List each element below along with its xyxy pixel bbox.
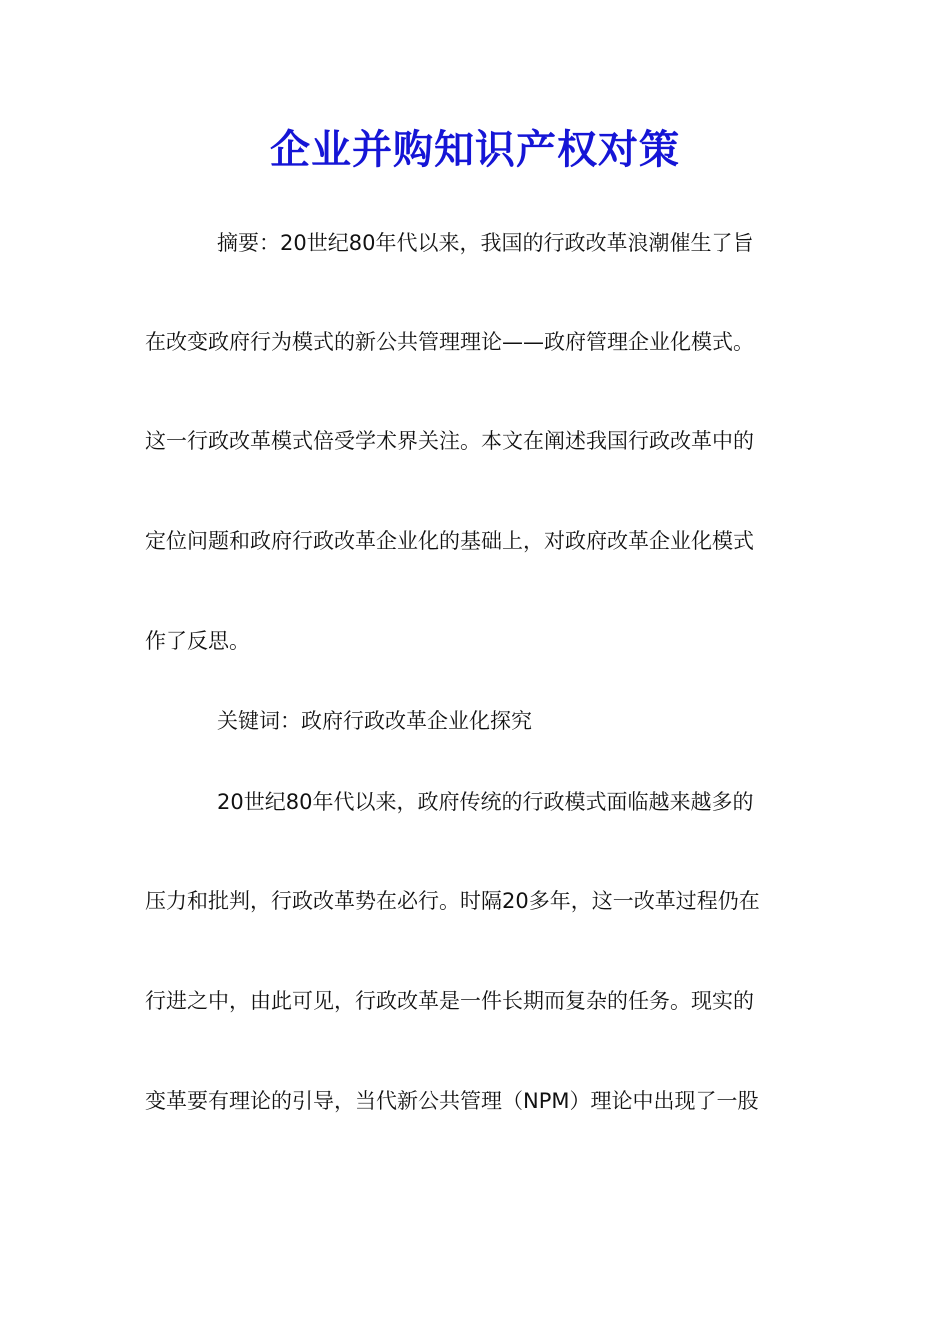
body-line-2: 压力和批判，行政改革势在必行。时隔20多年，这一改革过程仍在 (145, 889, 760, 913)
abstract-line-5: 作了反思。 (145, 629, 250, 653)
abstract-line-3: 这一行政改革模式倍受学术界关注。本文在阐述我国行政改革中的 (145, 429, 754, 453)
abstract-line-4: 定位问题和政府行政改革企业化的基础上，对政府改革企业化模式 (145, 529, 754, 553)
body-line-3: 行进之中，由此可见，行政改革是一件长期而复杂的任务。现实的 (145, 989, 754, 1013)
keywords-line: 关键词：政府行政改革企业化探究 (217, 709, 532, 733)
abstract-line-1: 摘要：20世纪80年代以来，我国的行政改革浪潮催生了旨 (217, 231, 754, 255)
document-title: 企业并购知识产权对策 (270, 126, 680, 173)
body-line-4: 变革要有理论的引导，当代新公共管理（NPM）理论中出现了一股 (145, 1089, 759, 1113)
abstract-line-2: 在改变政府行为模式的新公共管理理论——政府管理企业化模式。 (145, 330, 754, 354)
body-line-1: 20世纪80年代以来，政府传统的行政模式面临越来越多的 (217, 790, 754, 814)
